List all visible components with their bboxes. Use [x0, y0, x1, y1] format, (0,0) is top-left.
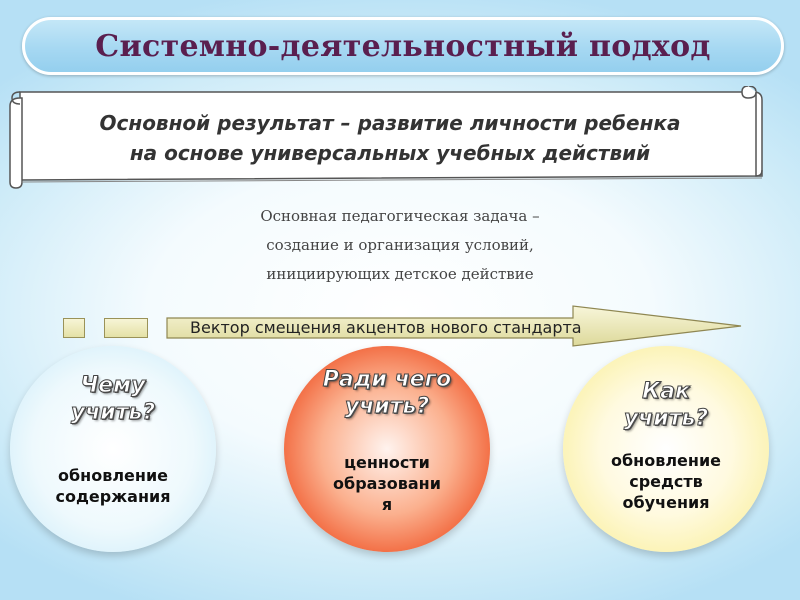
description-line: содержания	[55, 487, 171, 506]
question-what	[10, 372, 216, 426]
banner-line-2: на основе универсальных учебных действий	[129, 141, 651, 165]
description-line: образовани	[333, 474, 441, 493]
question-line: Ради чего	[322, 367, 452, 392]
description-how	[583, 450, 749, 513]
slide-title: Системно-деятельностный подход	[95, 28, 711, 64]
question-why	[284, 366, 490, 420]
task-line-2: создание и организация условий,	[266, 236, 534, 254]
task-line-1: Основная педагогическая задача –	[260, 207, 540, 225]
task-line-3: инициирующих детское действие	[266, 265, 534, 283]
circle-what	[10, 346, 216, 552]
question-line: Чему	[80, 373, 146, 398]
question-how	[563, 378, 769, 432]
vector-label: Вектор смещения акцентов нового стандарта	[190, 318, 582, 337]
description-line: обновление	[57, 466, 169, 485]
question-line: учить?	[344, 394, 430, 419]
vector-square-wide	[104, 318, 148, 338]
circle-why	[284, 346, 490, 552]
banner-line-1: Основной результат – развитие личности ребенка	[99, 111, 681, 135]
description-what	[30, 465, 196, 507]
title-bar	[22, 17, 784, 75]
description-line: я	[381, 495, 393, 514]
question-line: Как	[642, 379, 690, 404]
question-line: учить?	[70, 400, 156, 425]
vector-square-small	[63, 318, 85, 338]
description-line: обновление	[610, 451, 722, 470]
description-line: средств	[629, 472, 703, 491]
description-line: обучения	[622, 493, 710, 512]
pedagogical-task	[150, 202, 650, 289]
description-line: ценности	[344, 453, 430, 472]
banner-text	[30, 108, 750, 168]
description-why	[320, 452, 454, 515]
circle-how	[563, 346, 769, 552]
question-line: учить?	[623, 406, 709, 431]
